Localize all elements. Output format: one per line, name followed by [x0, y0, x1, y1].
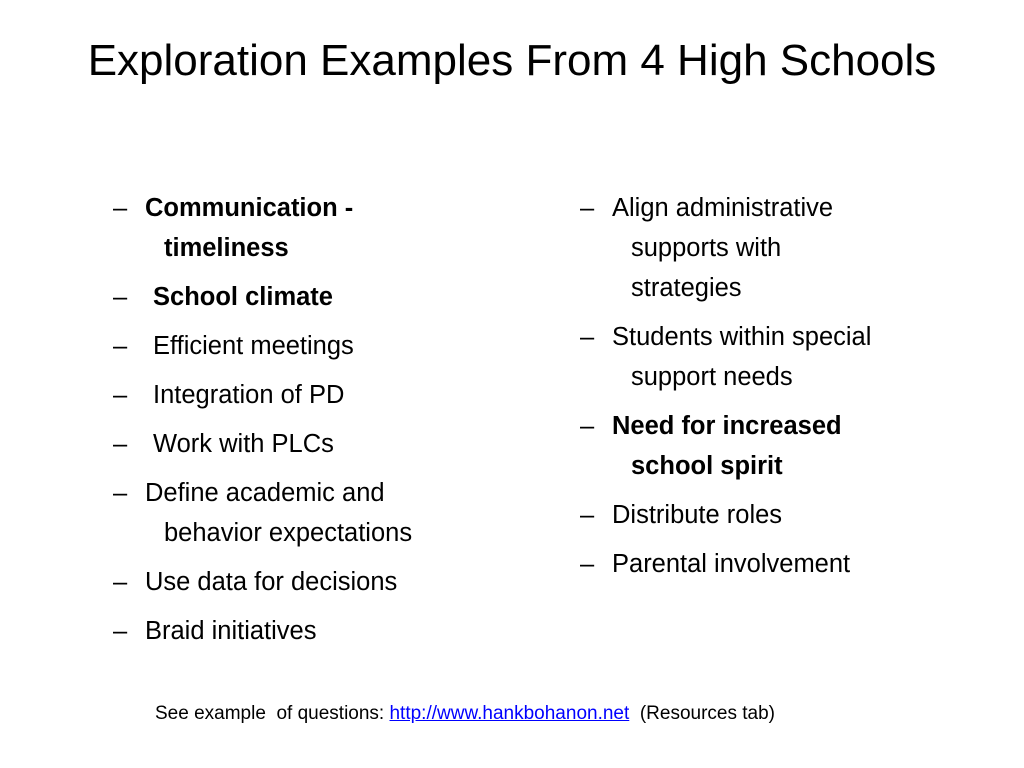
list-item	[113, 424, 533, 464]
bullet-dash: –	[580, 194, 595, 222]
list-item-text-continued: behavior expectations	[164, 519, 413, 547]
bullet-dash: –	[113, 283, 128, 311]
list-item-text: Parental involvement	[612, 550, 851, 578]
list-item-text-continued: supports with	[631, 234, 782, 262]
bullet-dash: –	[580, 501, 595, 529]
list-item-text: Braid initiatives	[145, 617, 317, 645]
list-item-text: School climate	[153, 283, 333, 311]
list-item-text: Integration of PD	[153, 381, 345, 409]
bullet-dash: –	[580, 412, 595, 440]
list-item	[113, 188, 533, 268]
list-item	[113, 277, 533, 317]
list-item	[580, 495, 1000, 535]
footer-note	[155, 700, 775, 728]
list-item-text-continued: strategies	[631, 274, 742, 302]
list-item	[580, 317, 1000, 397]
list-item-text-continued: school spirit	[631, 452, 783, 480]
list-item-text: Distribute roles	[612, 501, 783, 529]
right-bullet-list	[580, 188, 1000, 593]
list-item	[113, 375, 533, 415]
list-item	[580, 406, 1000, 486]
bullet-dash: –	[113, 194, 128, 222]
bullet-dash: –	[113, 617, 128, 645]
list-item-text: Need for increased	[612, 412, 842, 440]
slide-title: Exploration Examples From 4 High Schools	[87, 36, 937, 85]
bullet-dash: –	[113, 568, 128, 596]
list-item-text: Define academic and	[145, 479, 385, 507]
footer-prefix: See example of questions:	[155, 703, 390, 724]
list-item-text: Align administrative	[612, 194, 834, 222]
list-item-text: Students within special	[612, 323, 872, 351]
bullet-dash: –	[113, 479, 128, 507]
list-item-text: Use data for decisions	[145, 568, 398, 596]
list-item	[113, 473, 533, 553]
bullet-dash: –	[113, 430, 128, 458]
list-item	[113, 562, 533, 602]
bullet-dash: –	[580, 323, 595, 351]
website-link[interactable]: http://www.hankbohanon.net	[389, 703, 630, 724]
list-item-text-continued: support needs	[631, 363, 793, 391]
list-item-text: Efficient meetings	[153, 332, 354, 360]
list-item-text-continued: timeliness	[164, 234, 289, 262]
left-bullet-list	[113, 188, 533, 660]
list-item	[580, 544, 1000, 584]
footer-suffix: (Resources tab)	[629, 703, 776, 724]
bullet-dash: –	[113, 381, 128, 409]
list-item	[580, 188, 1000, 308]
list-item-text: Communication -	[145, 194, 354, 222]
list-item	[113, 326, 533, 366]
list-item-text: Work with PLCs	[153, 430, 334, 458]
list-item	[113, 611, 533, 651]
bullet-dash: –	[580, 550, 595, 578]
bullet-dash: –	[113, 332, 128, 360]
